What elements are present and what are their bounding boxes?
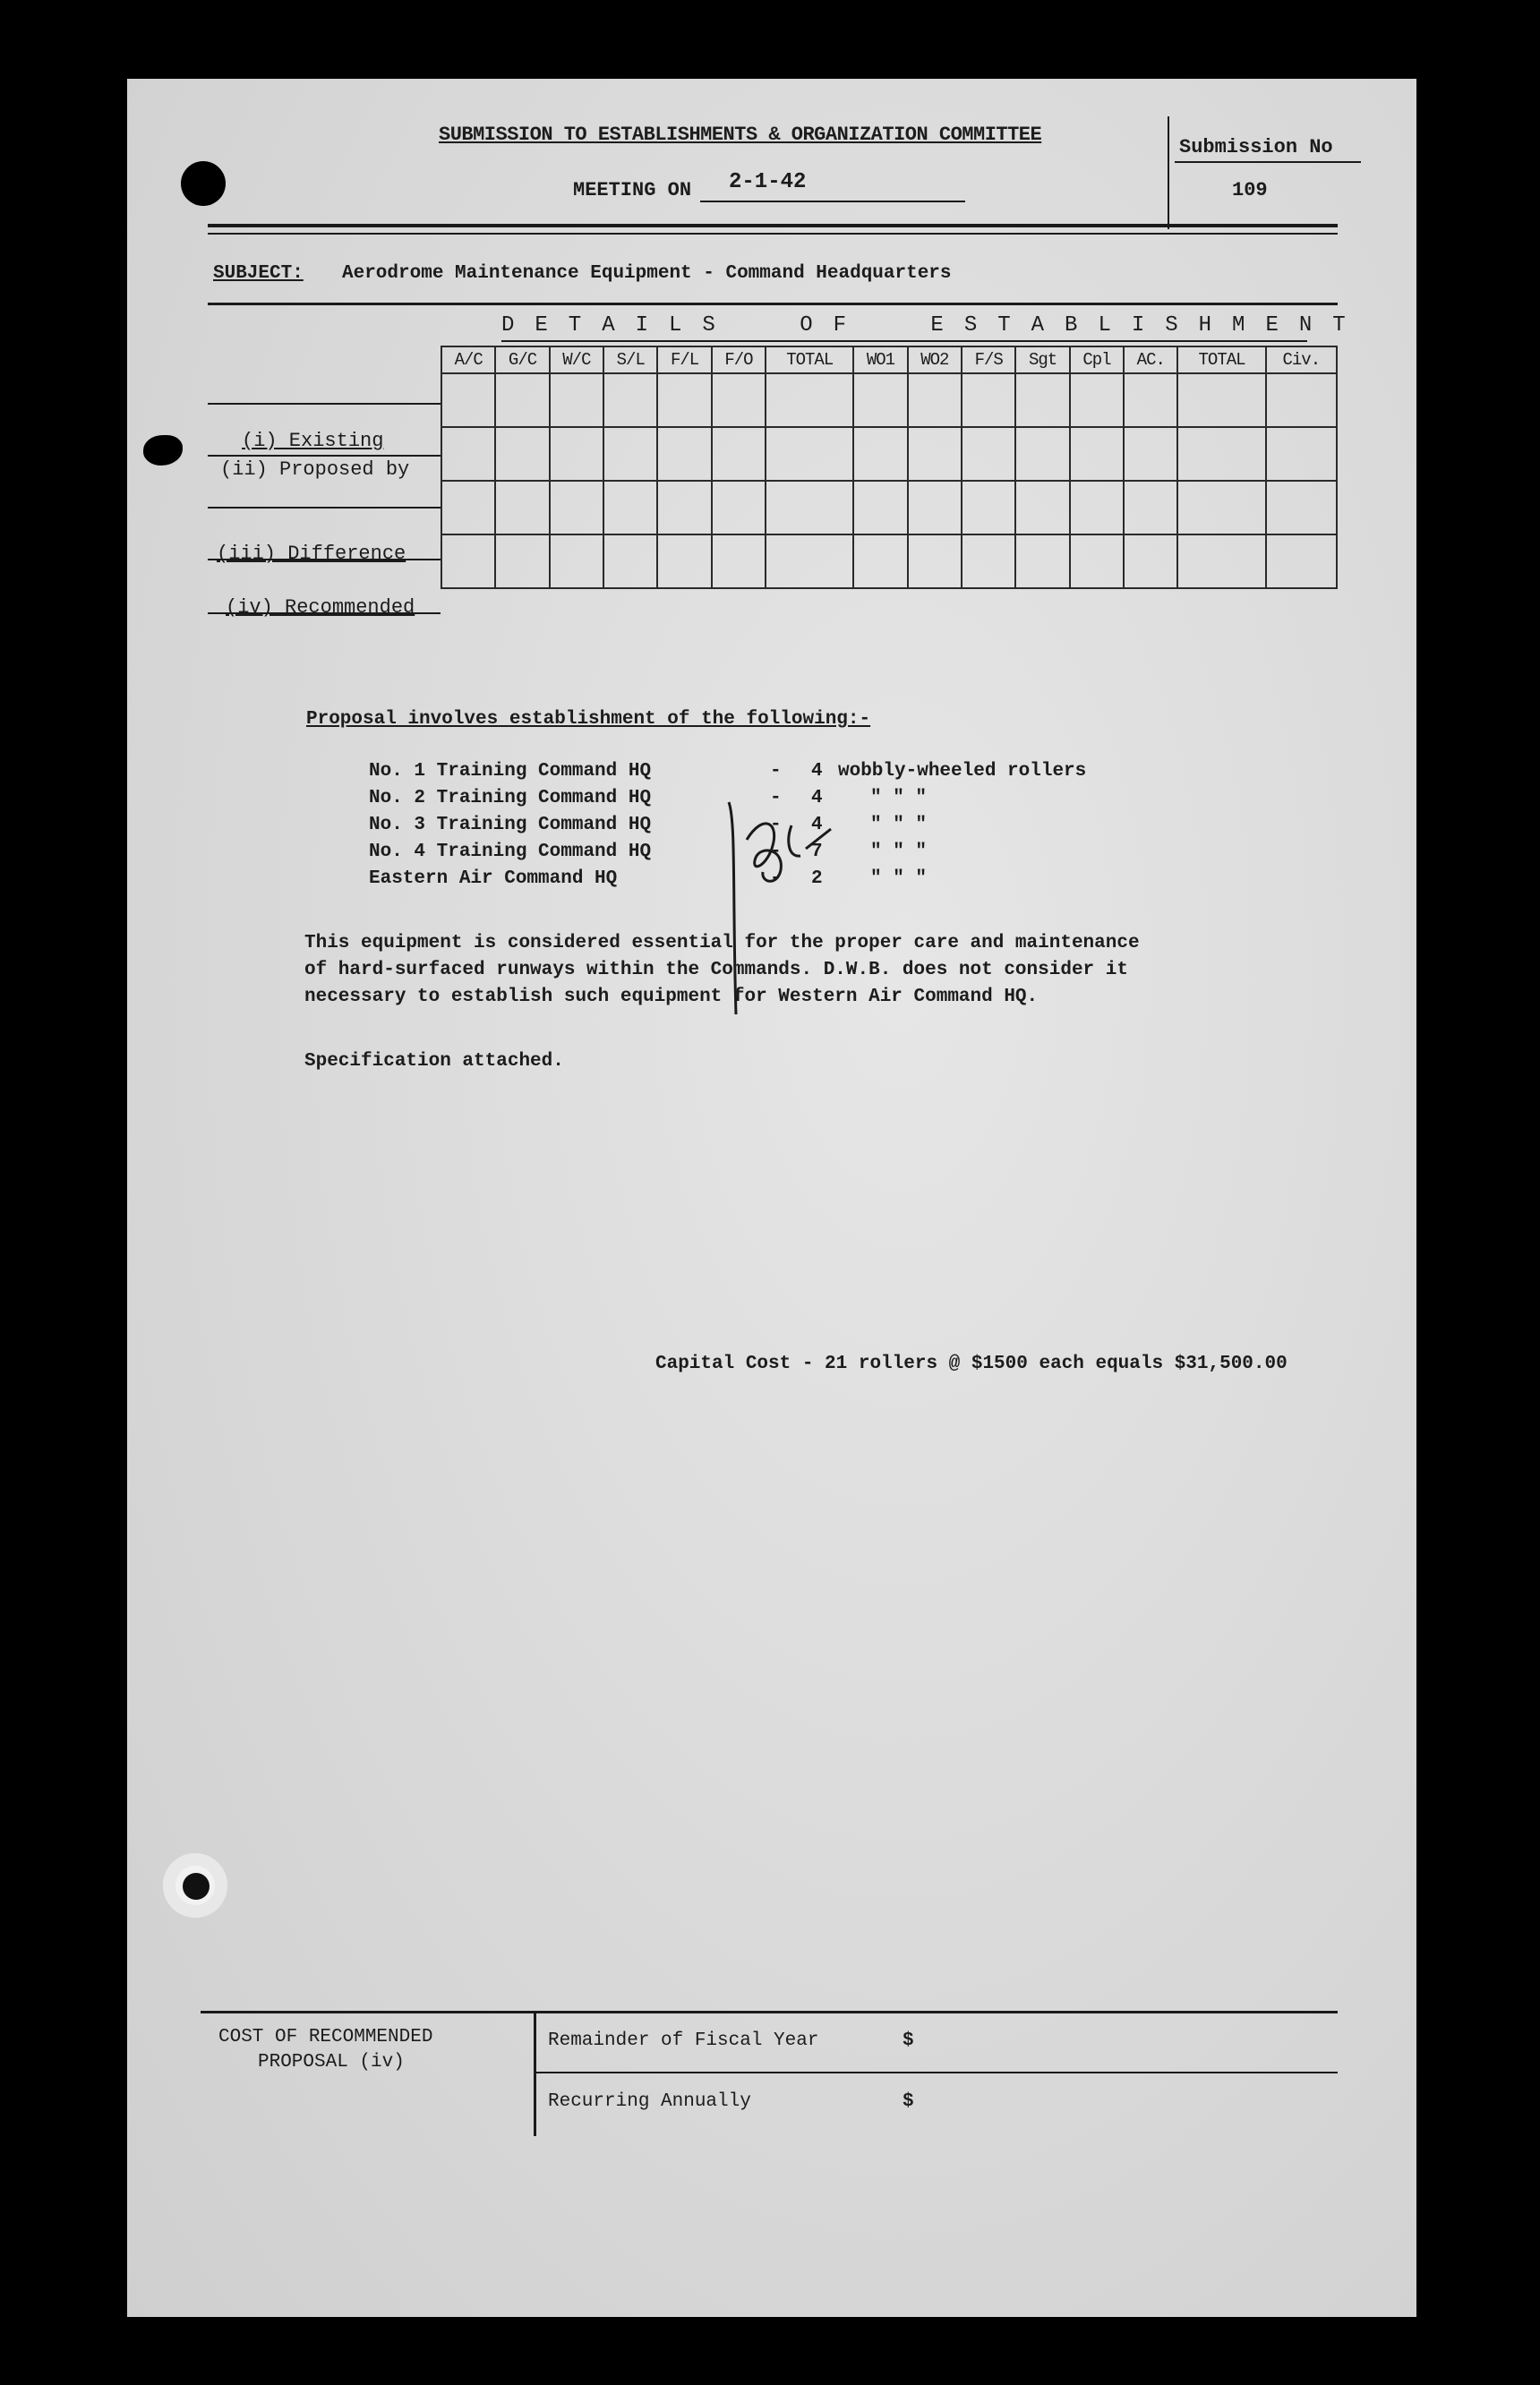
ink-blot xyxy=(143,435,183,466)
proposal-paragraph-line-2: of hard-surfaced runways within the Commands. D.W.B. does not consider it xyxy=(304,960,1128,980)
col-ac2: AC. xyxy=(1124,346,1177,373)
list-item-dash: - xyxy=(770,788,782,808)
list-item-name: Eastern Air Command HQ xyxy=(369,868,618,889)
list-item-name: No. 4 Training Command HQ xyxy=(369,842,652,862)
cost-label-line-2: PROPOSAL (iv) xyxy=(258,2052,405,2073)
header-rule-1 xyxy=(208,224,1338,227)
col-sgt: Sgt xyxy=(1015,346,1069,373)
col-cpl: Cpl xyxy=(1070,346,1124,373)
row-label-difference: (iii) Difference xyxy=(217,543,406,565)
table-row xyxy=(441,534,1337,588)
col-sl: S/L xyxy=(603,346,657,373)
list-item-desc: " " " xyxy=(870,842,928,862)
list-item-desc: wobbly-wheeled rollers xyxy=(838,761,1087,782)
cost-box-divider xyxy=(534,2011,536,2136)
col-wo2: WO2 xyxy=(908,346,962,373)
document-title: SUBMISSION TO ESTABLISHMENTS & ORGANIZATION COMMITTEE xyxy=(439,124,1042,146)
proposal-heading: Proposal involves establishment of the following:- xyxy=(306,709,871,730)
recurring-currency: $ xyxy=(903,2091,914,2112)
list-item-qty: 7 xyxy=(811,842,823,862)
row-label-existing: (i) Existing xyxy=(242,430,384,452)
punch-hole-bottom-center xyxy=(183,1873,210,1900)
list-item-dash: - xyxy=(770,815,782,835)
submission-number: 109 xyxy=(1232,179,1268,201)
submission-label-underline xyxy=(1175,161,1361,163)
row-label-proposed: (ii) Proposed by xyxy=(220,458,410,481)
list-item-dash: - xyxy=(770,842,782,862)
cost-label-line-1: COST OF RECOMMENDED xyxy=(218,2027,433,2047)
list-item-desc: " " " xyxy=(870,868,928,889)
table-row xyxy=(441,481,1337,534)
list-item-qty: 4 xyxy=(811,815,823,835)
establishment-table xyxy=(441,346,1338,589)
remainder-currency: $ xyxy=(903,2030,914,2051)
table-row xyxy=(441,373,1337,427)
table-row xyxy=(441,427,1337,481)
col-wo1: WO1 xyxy=(853,346,907,373)
list-item-qty: 4 xyxy=(811,788,823,808)
list-item-name: No. 3 Training Command HQ xyxy=(369,815,652,835)
header-rule-2 xyxy=(208,233,1338,235)
col-fl: F/L xyxy=(657,346,711,373)
proposal-paragraph-line-1: This equipment is considered essential for the proper care and maintenance xyxy=(304,933,1140,953)
meeting-date: 2-1-42 xyxy=(729,170,807,194)
subject-rule xyxy=(208,303,1338,305)
table-row-rule-1 xyxy=(208,455,441,457)
document-page xyxy=(127,79,1416,2317)
details-title: DETAILS OF ESTABLISHMENT xyxy=(501,313,1366,338)
punch-hole-top xyxy=(181,161,226,206)
col-gc: G/C xyxy=(495,346,549,373)
list-item-dash: - xyxy=(770,761,782,782)
specification-note: Specification attached. xyxy=(304,1051,564,1072)
list-item-name: No. 1 Training Command HQ xyxy=(369,761,652,782)
col-ac: A/C xyxy=(441,346,495,373)
proposal-paragraph-line-3: necessary to establish such equipment for Western Air Command HQ. xyxy=(304,987,1039,1007)
subject-label: SUBJECT: xyxy=(213,263,304,284)
col-total-airmen: TOTAL xyxy=(1177,346,1265,373)
list-item-dash: - xyxy=(770,868,782,889)
table-row-rule-2 xyxy=(208,507,441,509)
remainder-label: Remainder of Fiscal Year xyxy=(548,2030,819,2051)
submission-label: Submission No xyxy=(1179,136,1333,158)
cost-box-mid-rule xyxy=(534,2072,1338,2073)
meeting-date-underline xyxy=(700,201,965,202)
col-wc: W/C xyxy=(550,346,603,373)
details-title-underline xyxy=(501,340,1307,342)
list-item-name: No. 2 Training Command HQ xyxy=(369,788,652,808)
submission-box-divider xyxy=(1168,116,1169,229)
table-row-rule-0 xyxy=(208,403,441,405)
list-item-qty: 2 xyxy=(811,868,823,889)
row-label-recommended: (iv) Recommended xyxy=(226,596,415,619)
capital-cost: Capital Cost - 21 rollers @ $1500 each equals $31,500.00 xyxy=(655,1354,1288,1374)
list-item-desc: " " " xyxy=(870,815,928,835)
meeting-label: MEETING ON xyxy=(573,179,692,201)
recurring-label: Recurring Annually xyxy=(548,2091,751,2112)
list-item-desc: " " " xyxy=(870,788,928,808)
subject-text: Aerodrome Maintenance Equipment - Command Headquarters xyxy=(342,263,952,284)
col-civ: Civ. xyxy=(1266,346,1337,373)
table-header-row xyxy=(441,346,1337,373)
col-total-officers: TOTAL xyxy=(766,346,853,373)
col-fs: F/S xyxy=(962,346,1015,373)
col-fo: F/O xyxy=(712,346,766,373)
cost-box-top-rule xyxy=(201,2011,1338,2013)
list-item-qty: 4 xyxy=(811,761,823,782)
